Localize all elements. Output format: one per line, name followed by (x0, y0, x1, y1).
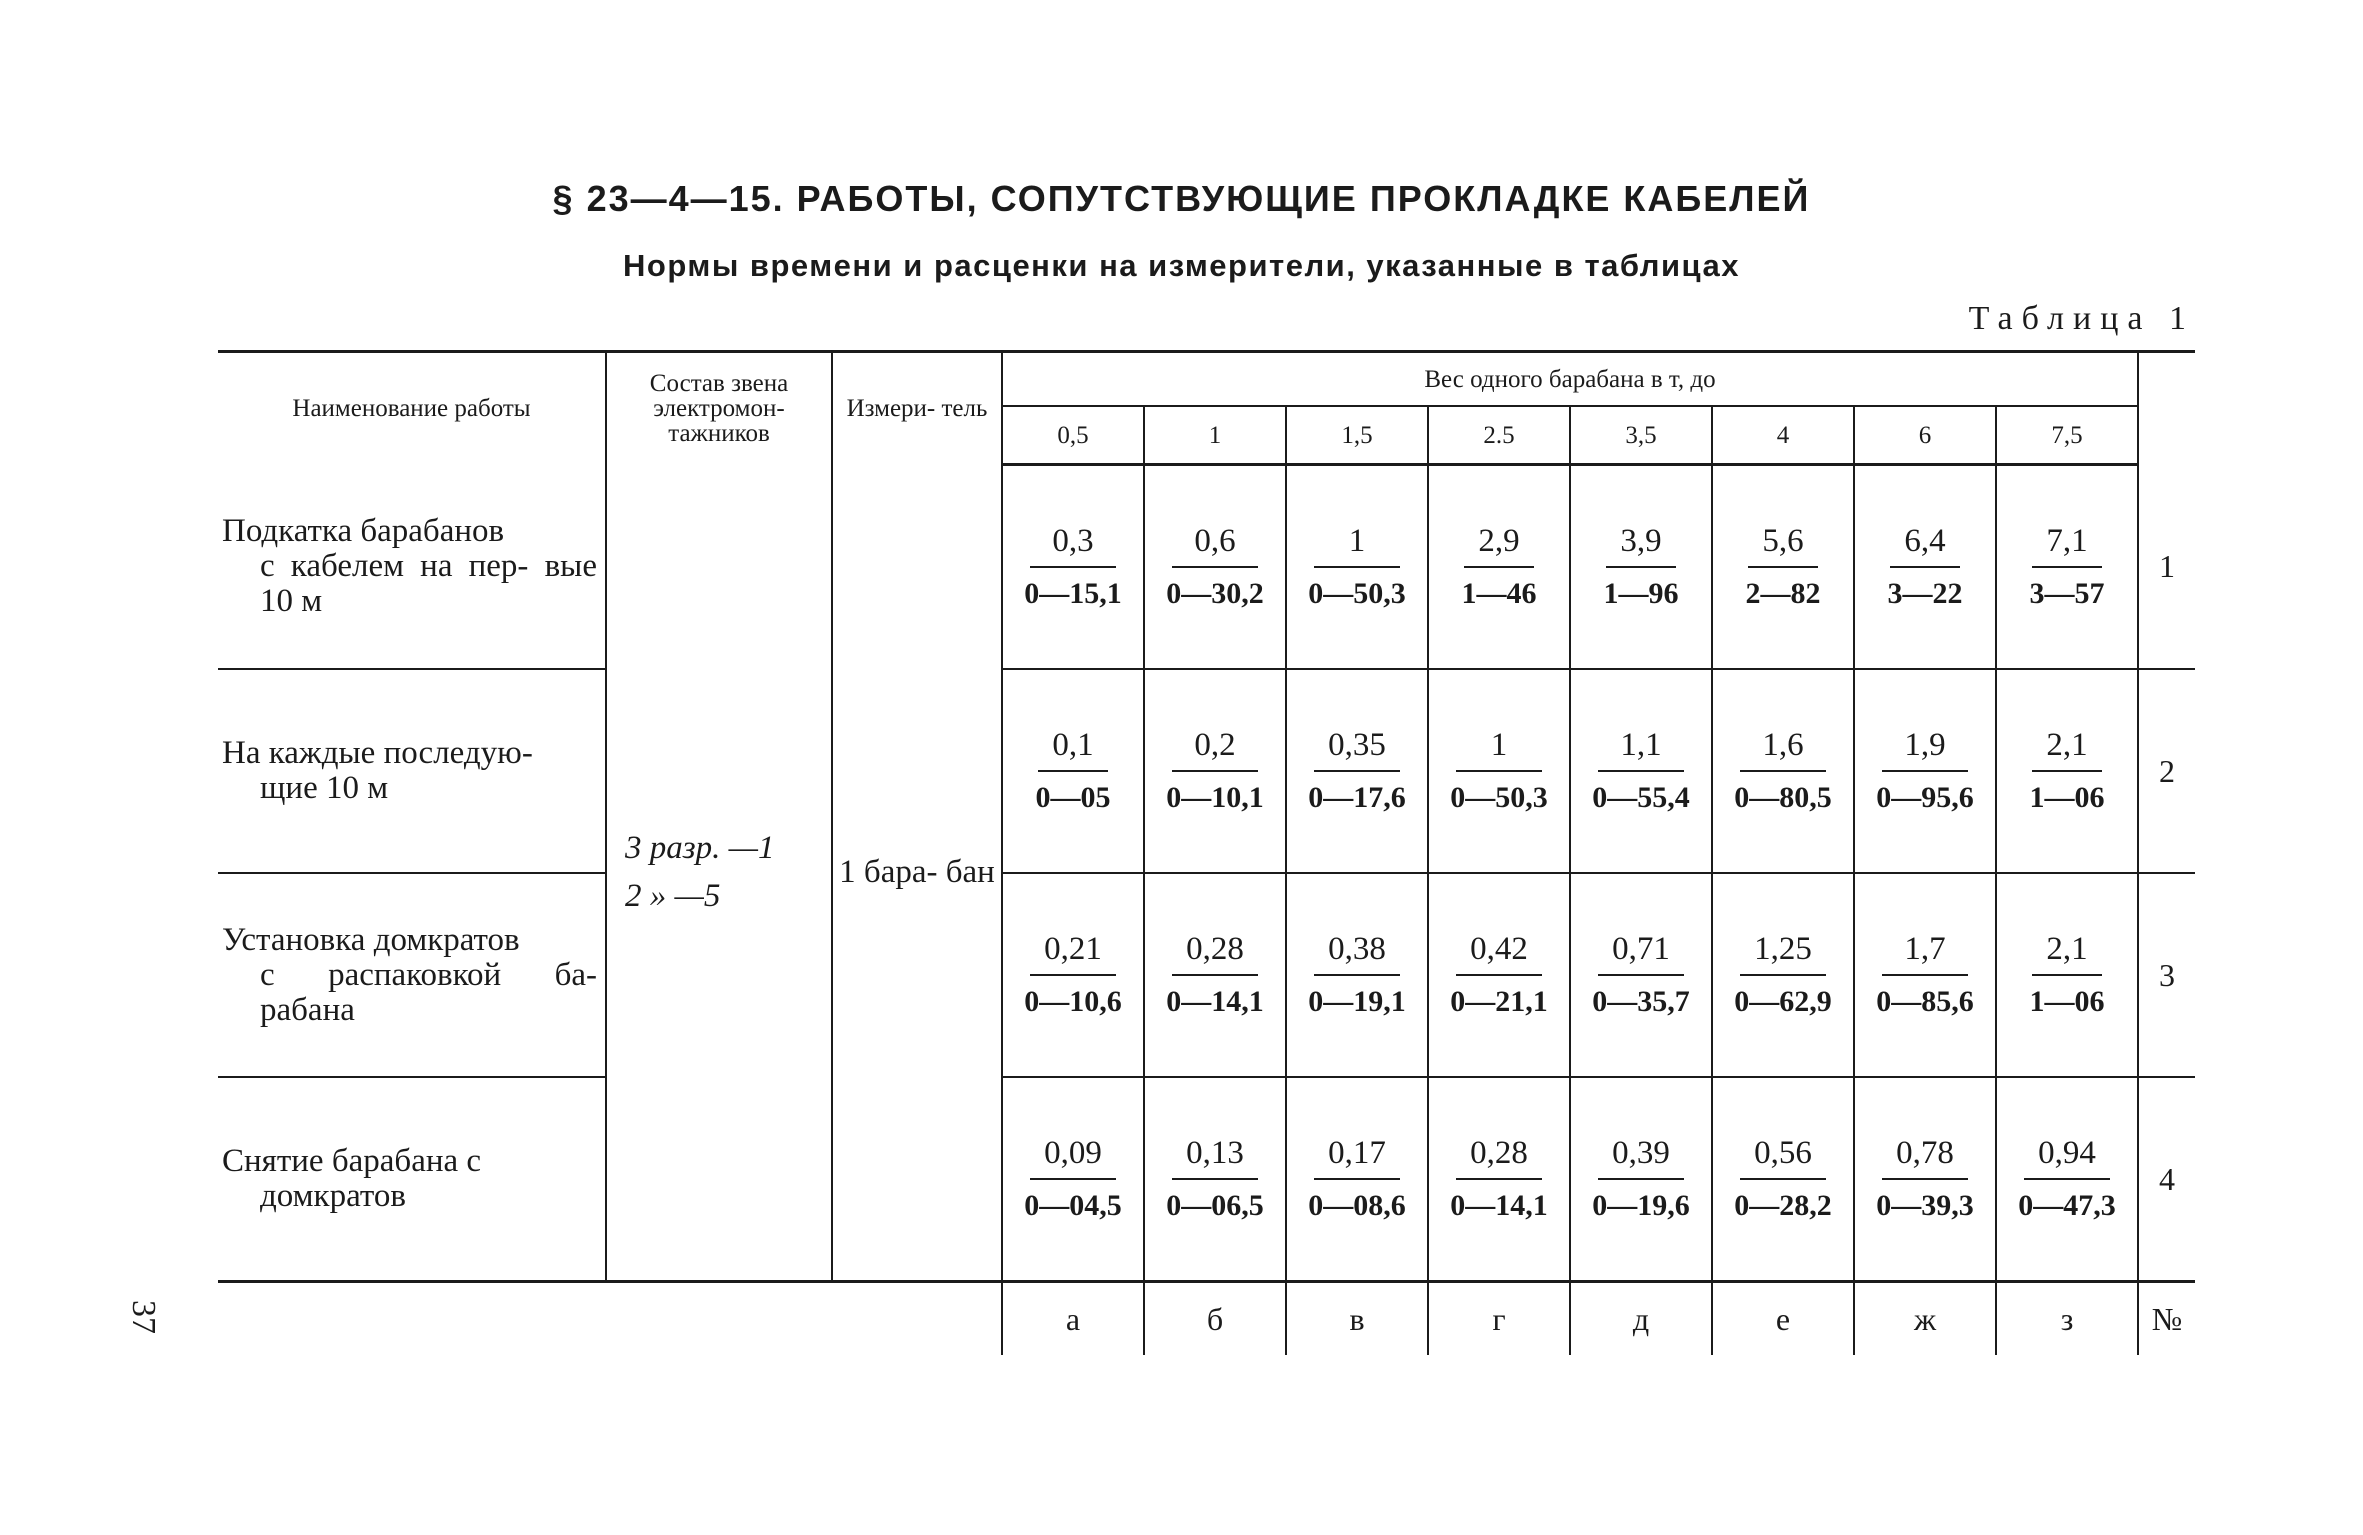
price-rate: 0—50,3 (1308, 577, 1406, 610)
norm-fraction (1308, 724, 1406, 818)
row-number: 4 (2138, 1077, 2195, 1282)
price-rate: 0—62,9 (1734, 985, 1832, 1018)
value-cell (1286, 465, 1428, 670)
norm-fraction (1884, 520, 1965, 614)
time-norm: 0,6 (1172, 520, 1258, 568)
norm-fraction (1600, 520, 1681, 614)
column-letter: ж (1854, 1282, 1996, 1356)
value-cell (1570, 465, 1712, 670)
crew-line: 2 » —5 (625, 878, 721, 915)
price-rate: 0—06,5 (1166, 1189, 1264, 1222)
value-cell (1144, 1077, 1286, 1282)
table-row (218, 873, 2195, 1077)
work-name-cell (218, 1077, 606, 1282)
price-rate: 0—10,1 (1166, 781, 1264, 814)
time-norm: 0,3 (1030, 520, 1116, 568)
time-norm: 1,7 (1882, 928, 1968, 976)
value-cell (1712, 873, 1854, 1077)
price-rate: 3—22 (1887, 577, 1963, 610)
time-norm: 1 (1456, 724, 1542, 772)
table-row (218, 1077, 2195, 1282)
norm-fraction (1308, 1132, 1406, 1226)
time-norm: 0,2 (1172, 724, 1258, 772)
norm-fraction (1450, 724, 1548, 818)
price-rate: 0—80,5 (1734, 781, 1832, 814)
value-cell (1854, 669, 1996, 873)
time-norm: 1,1 (1598, 724, 1684, 772)
row-number: 3 (2138, 873, 2195, 1077)
value-cell (1854, 873, 1996, 1077)
header-crew: Состав звена электромон- тажников (606, 352, 832, 465)
column-letters-row (218, 1282, 2195, 1356)
time-norm: 1,25 (1740, 928, 1826, 976)
work-name-rest: с кабелем на пер- вые 10 м (260, 547, 597, 619)
time-norm: 0,1 (1038, 724, 1107, 772)
norm-fraction (1876, 928, 1974, 1022)
price-rate: 0—39,3 (1876, 1189, 1974, 1222)
value-cell (1712, 465, 1854, 670)
time-norm: 0,71 (1598, 928, 1684, 976)
time-norm: 1 (1314, 520, 1400, 568)
price-rate: 0—17,6 (1308, 781, 1406, 814)
norm-fraction (1592, 1132, 1690, 1226)
price-rate: 0—05 (1035, 781, 1111, 814)
time-norm: 2,1 (2032, 724, 2101, 772)
value-cell (1854, 1077, 1996, 1282)
norm-fraction (1032, 724, 1113, 818)
norm-fraction (1450, 1132, 1548, 1226)
section-title: § 23—4—15. РАБОТЫ, СОПУТСТВУЮЩИЕ ПРОКЛАДКЕ КАБЕЛЕЙ (552, 178, 1811, 219)
value-cell (1570, 1077, 1712, 1282)
value-cell (1996, 465, 2138, 670)
header-weight-6: 6 (1854, 406, 1996, 465)
value-cell (1144, 873, 1286, 1077)
time-norm: 5,6 (1748, 520, 1817, 568)
norm-fraction (1166, 724, 1264, 818)
price-rate: 0—95,6 (1876, 781, 1974, 814)
time-norm: 0,38 (1314, 928, 1400, 976)
time-norm: 0,21 (1030, 928, 1116, 976)
time-norm: 0,28 (1172, 928, 1258, 976)
time-norm: 0,94 (2024, 1132, 2110, 1180)
time-norm: 0,39 (1598, 1132, 1684, 1180)
work-name-cell (218, 465, 606, 670)
time-norm: 0,13 (1172, 1132, 1258, 1180)
norm-fraction (1734, 1132, 1832, 1226)
crew-line: 3 разр. —1 (625, 830, 775, 867)
norm-fraction (1450, 928, 1548, 1022)
price-rate: 0—04,5 (1024, 1189, 1122, 1222)
norm-fraction (2026, 520, 2107, 614)
norm-fraction (1734, 928, 1832, 1022)
value-cell (1286, 1077, 1428, 1282)
table-label: Таблица 1 (1968, 300, 2195, 337)
norm-fraction (1592, 724, 1690, 818)
norm-fraction (1024, 928, 1122, 1022)
row-number: 2 (2138, 669, 2195, 873)
footer-blank (218, 1282, 1002, 1356)
header-weight: Вес одного барабана в т, до (1002, 352, 2138, 407)
norm-fraction (1024, 520, 1122, 614)
header-weight-0: 0,5 (1002, 406, 1144, 465)
header-number-blank (2138, 352, 2195, 465)
table-row (218, 669, 2195, 873)
value-cell (1428, 465, 1570, 670)
norm-fraction (1876, 724, 1974, 818)
price-rate: 0—19,6 (1592, 1189, 1690, 1222)
norm-fraction (1308, 928, 1406, 1022)
price-rate: 0—30,2 (1166, 577, 1264, 610)
value-cell (1286, 873, 1428, 1077)
norms-table (218, 350, 2195, 1355)
time-norm: 2,1 (2032, 928, 2101, 976)
section-subtitle: Нормы времени и расценки на измерители, указанные в таблицах (623, 248, 1740, 283)
time-norm: 3,9 (1606, 520, 1675, 568)
time-norm: 7,1 (2032, 520, 2101, 568)
value-cell (1996, 669, 2138, 873)
price-rate: 0—85,6 (1876, 985, 1974, 1018)
work-name-first-line: На каждые последую- (222, 735, 533, 771)
value-cell (1002, 1077, 1144, 1282)
work-name-rest: щие 10 м (260, 770, 389, 806)
header-work-name: Наименование работы (218, 352, 606, 465)
price-rate: 1—96 (1603, 577, 1679, 610)
value-cell (1570, 873, 1712, 1077)
number-label: № (2138, 1282, 2195, 1356)
work-name-rest: домкратов (260, 1178, 406, 1214)
meter-cell: 1 бара- бан (832, 465, 1002, 1282)
norm-fraction (1876, 1132, 1974, 1226)
price-rate: 0—14,1 (1450, 1189, 1548, 1222)
value-cell (1286, 669, 1428, 873)
column-letter: а (1002, 1282, 1144, 1356)
price-rate: 0—15,1 (1024, 577, 1122, 610)
work-name-first-line: Установка домкратов (222, 921, 520, 958)
value-cell (1428, 1077, 1570, 1282)
time-norm: 0,09 (1030, 1132, 1116, 1180)
value-cell (1996, 1077, 2138, 1282)
work-name-cell (218, 669, 606, 873)
price-rate: 0—50,3 (1450, 781, 1548, 814)
table-body (218, 465, 2195, 1282)
value-cell (1854, 465, 1996, 670)
crew-cell (606, 465, 832, 1282)
value-cell (1144, 465, 1286, 670)
time-norm: 6,4 (1890, 520, 1959, 568)
time-norm: 0,56 (1740, 1132, 1826, 1180)
row-number: 1 (2159, 547, 2176, 584)
header-weight-1: 1 (1144, 406, 1286, 465)
header-weight-4: 3,5 (1570, 406, 1712, 465)
norm-fraction (1734, 724, 1832, 818)
norm-fraction (2026, 724, 2107, 818)
time-norm: 0,17 (1314, 1132, 1400, 1180)
value-cell (1570, 669, 1712, 873)
column-letter: д (1570, 1282, 1712, 1356)
norm-fraction (1166, 1132, 1264, 1226)
norm-fraction (1166, 520, 1264, 614)
value-cell (1428, 669, 1570, 873)
price-rate: 0—10,6 (1024, 985, 1122, 1018)
value-cell (1996, 873, 2138, 1077)
value-cell (1002, 669, 1144, 873)
value-cell (1428, 873, 1570, 1077)
price-rate: 0—14,1 (1166, 985, 1264, 1018)
column-letter: з (1996, 1282, 2138, 1356)
price-rate: 0—35,7 (1592, 985, 1690, 1018)
price-rate: 0—28,2 (1734, 1189, 1832, 1222)
price-rate: 1—06 (2029, 985, 2105, 1018)
column-letter: г (1428, 1282, 1570, 1356)
price-rate: 1—46 (1461, 577, 1537, 610)
work-name-first-line: Подкатка барабанов (222, 512, 505, 549)
norm-fraction (2018, 1132, 2116, 1226)
column-letter: б (1144, 1282, 1286, 1356)
header-weight-7: 7,5 (1996, 406, 2138, 465)
norm-fraction (1458, 520, 1539, 614)
header-weight-3: 2.5 (1428, 406, 1570, 465)
value-cell (1712, 1077, 1854, 1282)
time-norm: 0,28 (1456, 1132, 1542, 1180)
norm-fraction (1592, 928, 1690, 1022)
norm-fraction (1166, 928, 1264, 1022)
time-norm: 0,42 (1456, 928, 1542, 976)
page-number: 37 (125, 1300, 162, 1334)
price-rate: 0—08,6 (1308, 1189, 1406, 1222)
value-cell (1002, 465, 1144, 670)
work-name-rest: с распаковкой ба- рабана (260, 956, 597, 1028)
time-norm: 0,35 (1314, 724, 1400, 772)
time-norm: 2,9 (1464, 520, 1533, 568)
table-row (218, 465, 2195, 670)
time-norm: 0,78 (1882, 1132, 1968, 1180)
work-name-cell (218, 873, 606, 1077)
norm-fraction (1308, 520, 1406, 614)
column-letter: в (1286, 1282, 1428, 1356)
price-rate: 0—47,3 (2018, 1189, 2116, 1222)
header-meter: Измери- тель (832, 352, 1002, 465)
price-rate: 2—82 (1745, 577, 1821, 610)
value-cell (1002, 873, 1144, 1077)
price-rate: 0—55,4 (1592, 781, 1690, 814)
value-cell (1712, 669, 1854, 873)
price-rate: 0—19,1 (1308, 985, 1406, 1018)
price-rate: 1—06 (2029, 781, 2105, 814)
header-weight-2: 1,5 (1286, 406, 1428, 465)
norm-fraction (1024, 1132, 1122, 1226)
value-cell (1144, 669, 1286, 873)
price-rate: 3—57 (2029, 577, 2105, 610)
time-norm: 1,9 (1882, 724, 1968, 772)
time-norm: 1,6 (1740, 724, 1826, 772)
header-weight-5: 4 (1712, 406, 1854, 465)
price-rate: 0—21,1 (1450, 985, 1548, 1018)
norm-fraction (2026, 928, 2107, 1022)
norm-fraction (1742, 520, 1823, 614)
work-name-first-line: Снятие барабана с (222, 1143, 482, 1179)
column-letter: е (1712, 1282, 1854, 1356)
